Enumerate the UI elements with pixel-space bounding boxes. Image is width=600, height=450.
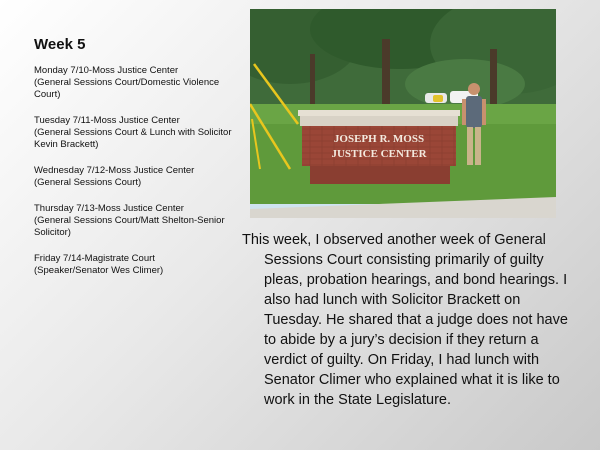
summary-paragraph: This week, I observed another week of General Sessions Court consisting primarily of guilty pleas, probation hearings, and bond hearings. I also had lunch with Solicitor Brackett on Tuesday. He shared that a judge does not have to abide by a jury’s decision if they return a verdict of guilty. On Friday, I had lunch with Senator Climer who explained what it is like to work in the State Legislature. bbox=[242, 232, 568, 408]
schedule-panel bbox=[34, 36, 234, 291]
schedule-item-head: Tuesday 7/11-Moss Justice Center bbox=[34, 115, 180, 126]
justice-center-photo bbox=[250, 9, 556, 218]
schedule-item-detail: (Speaker/Senator Wes Climer) bbox=[34, 265, 164, 276]
schedule-item-tuesday bbox=[34, 115, 234, 151]
schedule-item-detail: (General Sessions Court & Lunch with Solicitor Kevin Brackett) bbox=[34, 127, 232, 150]
schedule-item-thursday bbox=[34, 203, 234, 239]
sign-line-2: JUSTICE CENTER bbox=[331, 148, 427, 160]
schedule-item-monday bbox=[34, 65, 234, 101]
schedule-item-detail: (General Sessions Court/Domestic Violence Court) bbox=[34, 77, 220, 100]
schedule-item-head: Thursday 7/13-Moss Justice Center bbox=[34, 203, 184, 214]
schedule-item-wednesday bbox=[34, 165, 234, 189]
sign-line-1: JOSEPH R. MOSS bbox=[333, 133, 425, 145]
weekly-summary bbox=[242, 230, 582, 410]
schedule-item-head: Monday 7/10-Moss Justice Center bbox=[34, 65, 179, 76]
schedule-item-detail: (General Sessions Court) bbox=[34, 177, 142, 188]
week-title: Week 5 bbox=[34, 36, 86, 53]
schedule-item-detail: (General Sessions Court/Matt Shelton-Senior Solicitor) bbox=[34, 215, 225, 238]
schedule-item-friday bbox=[34, 253, 234, 277]
schedule-item-head: Wednesday 7/12-Moss Justice Center bbox=[34, 165, 195, 176]
schedule-item-head: Friday 7/14-Magistrate Court bbox=[34, 253, 155, 264]
